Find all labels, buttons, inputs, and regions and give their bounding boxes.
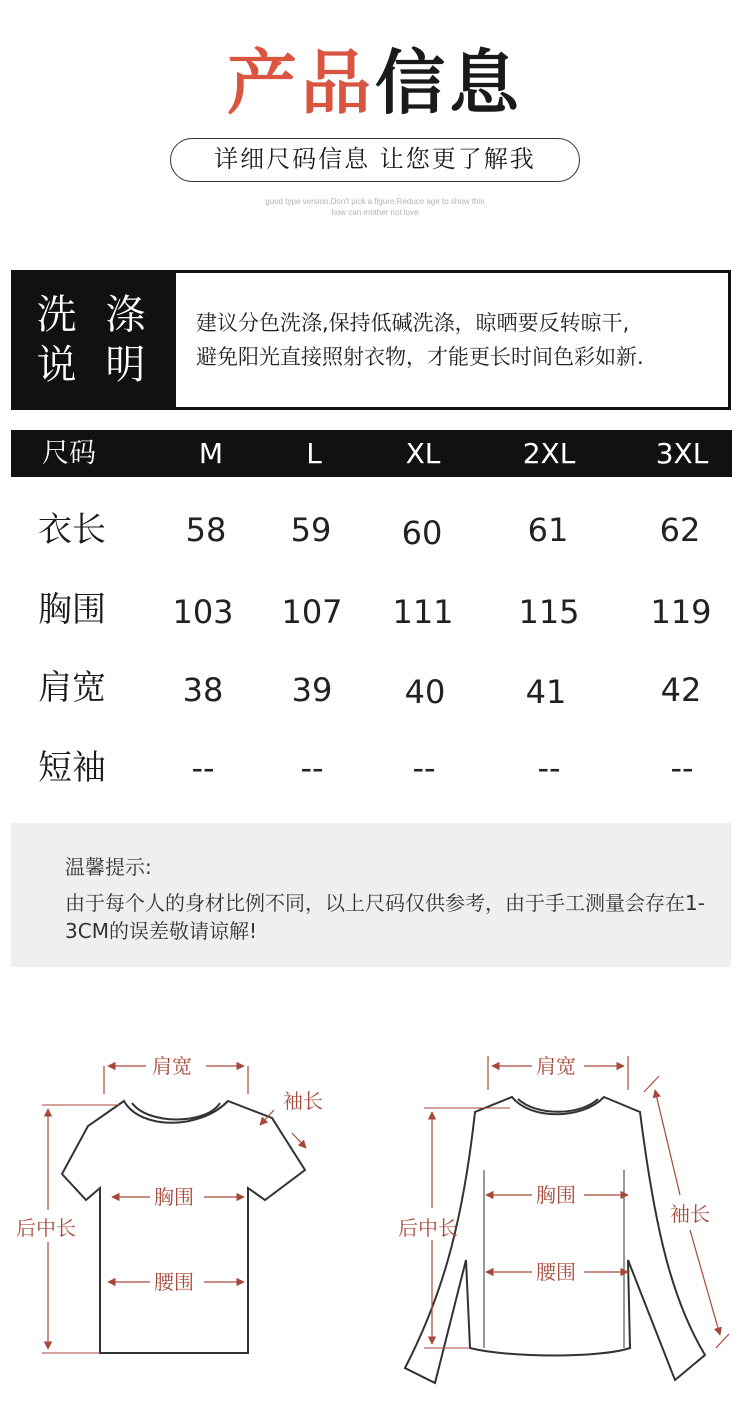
table-cell: 115	[518, 593, 580, 631]
table-row	[0, 500, 750, 560]
wash-instructions	[11, 270, 731, 410]
table-cell: 41	[525, 673, 567, 711]
right-length-label: 后中长	[398, 1216, 458, 1240]
size-header-label: 尺码	[42, 438, 96, 469]
row-label: 衣长	[38, 510, 106, 550]
table-cell: --	[191, 749, 215, 787]
right-sleeve-label: 袖长	[670, 1202, 710, 1226]
size-col-3xl: 3XL	[655, 437, 709, 470]
table-cell: 58	[185, 511, 227, 549]
size-col-m: M	[198, 437, 224, 470]
left-waist-label: 腰围	[154, 1270, 194, 1294]
row-label: 短袖	[38, 748, 106, 788]
table-cell: 60	[401, 514, 443, 552]
table-cell: 38	[182, 671, 224, 709]
wash-text-line2: 避免阳光直接照射衣物，才能更长时间色彩如新.	[196, 345, 644, 369]
title-accent: 产品	[227, 42, 375, 124]
table-cell: 107	[281, 593, 343, 631]
subtitle-pill: 详细尺码信息 让您更了解我	[170, 138, 580, 182]
wash-text	[176, 273, 728, 407]
table-cell: --	[537, 749, 561, 787]
page-title	[0, 38, 750, 128]
table-cell: --	[300, 749, 324, 787]
tip-box	[11, 823, 731, 967]
table-cell: --	[412, 749, 436, 787]
row-label: 胸围	[38, 590, 106, 630]
right-waist-label: 腰围	[536, 1260, 576, 1284]
title-main: 信息	[375, 42, 523, 124]
table-cell: 119	[650, 593, 712, 631]
row-label: 肩宽	[38, 668, 106, 708]
wash-text-line1: 建议分色洗涤,保持低碱洗涤，晾晒要反转晾干,	[196, 311, 630, 335]
size-col-xl: XL	[405, 437, 441, 470]
table-row	[0, 580, 750, 640]
table-row	[0, 658, 750, 718]
table-cell: 62	[659, 511, 701, 549]
tip-title: 温馨提示:	[65, 855, 152, 879]
table-cell: 111	[392, 593, 454, 631]
tagline-line2: how can mother not love	[331, 208, 419, 217]
tshirt-diagram	[16, 1054, 323, 1353]
size-col-2xl: 2XL	[522, 437, 576, 470]
size-col-l: L	[306, 437, 322, 470]
table-row	[0, 738, 750, 798]
wash-label-line2: 说 明	[36, 342, 154, 388]
measurement-diagram	[0, 1030, 750, 1413]
table-cell: 103	[172, 593, 234, 631]
wash-label	[14, 273, 176, 407]
left-length-label: 后中长	[16, 1216, 76, 1240]
wash-label-line1: 洗 涤	[36, 292, 154, 338]
table-cell: 40	[404, 673, 446, 711]
tagline-line1: good type version,Don't pick a figure,Reduce age to show thin	[265, 197, 485, 206]
right-shoulder-label: 肩宽	[536, 1054, 576, 1078]
table-cell: 42	[660, 671, 702, 709]
table-cell: 59	[290, 511, 332, 549]
tshirt-collar	[132, 1103, 220, 1120]
table-cell: 61	[527, 511, 569, 549]
right-chest-label: 胸围	[536, 1183, 576, 1207]
longsleeve-outline	[405, 1097, 705, 1383]
left-chest-label: 胸围	[154, 1185, 194, 1209]
table-cell: 39	[291, 671, 333, 709]
tip-body: 由于每个人的身材比例不同，以上尺码仅供参考，由于手工测量会存在1-3CM的误差敬请谅解!	[65, 891, 705, 943]
longsleeve-diagram	[398, 1054, 729, 1383]
left-shoulder-label: 肩宽	[152, 1054, 192, 1078]
size-table-header	[11, 430, 732, 477]
left-sleeve-label: 袖长	[283, 1089, 323, 1113]
tshirt-outline	[62, 1101, 305, 1353]
table-cell: --	[670, 749, 694, 787]
tagline	[0, 196, 750, 218]
